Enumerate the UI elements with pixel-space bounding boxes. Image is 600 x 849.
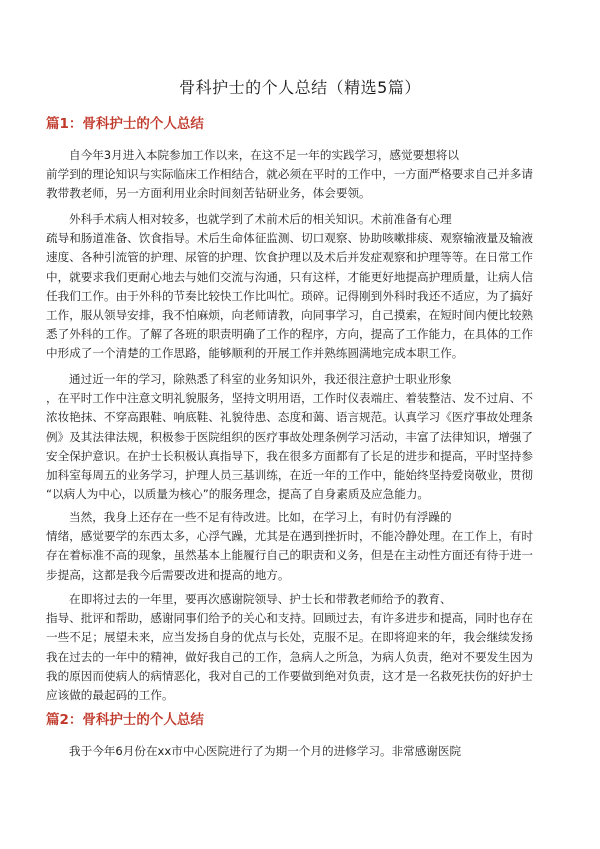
paragraph xyxy=(46,590,556,705)
paragraph-line: 加科室每周五的业务学习，护理人员三基训练，在近一年的工作中，能始终坚持爱岗敬业，贯彻 xyxy=(46,468,533,483)
paragraph-line: 情绪，感觉要学的东西太多，心浮气躁，尤其是在遇到挫折时，不能冷静处理。在工作上，有时 xyxy=(46,529,533,544)
paragraph-line: 在即将过去的一年里，要再次感谢院领导、护士长和带教老师给予的教育、 xyxy=(69,592,452,606)
paragraph xyxy=(46,742,556,761)
paragraph-line: ，在平时工作中注意文明礼貌服务，坚持文明用语，工作时仪表端庄、着装整洁、发不过肩、不 xyxy=(46,391,533,406)
paragraph-line: 自今年3月进入本院参加工作以来，在这不足一年的实践学习，感觉要想将以 xyxy=(69,148,459,162)
paragraph-line: 我的原因而使病人的病情恶化，我对自己的工作要做到绝对负责，这才是一名救死扶伤的好护士 xyxy=(46,668,533,683)
paragraph-line: 存在着标准不高的现象，虽然基本上能履行自己的职责和义务，但是在主动性方面还有待于进一 xyxy=(46,548,533,563)
paragraph-line: 中，就要求我们更耐心地去与她们交流与沟通，只有这样，才能更好地提高护理质量，让病人信 xyxy=(46,269,533,284)
paragraph-line: 浓妆艳抹、不穿高跟鞋、响底鞋、礼貌待患、态度和蔼、语言规范。认真学习《医疗事故处理条 xyxy=(46,410,533,425)
paragraph xyxy=(46,146,556,204)
paragraph-line: 工作，服从领导安排，我不怕麻烦，向老师请教，向同事学习，自己摸索，在短时间内便比较熟 xyxy=(46,308,533,323)
paragraph-line: 教带教老师，另一方面利用业余时间刻苦钻研业务，体会要领。 xyxy=(46,186,371,201)
section-heading-1: 篇1：骨科护士的个人总结 xyxy=(46,116,204,132)
section-heading-2: 篇2：骨科护士的个人总结 xyxy=(46,712,204,728)
paragraph-line: 中形成了一个清楚的工作思路，能够顺利的开展工作并熟练圆满地完成本职工作。 xyxy=(46,346,464,361)
paragraph-line: 速度、各种引流管的护理、尿管的护理、饮食护理以及术后并发症观察和护理等等。在日常工作 xyxy=(46,250,533,265)
paragraph-line: 当然，我身上还存在一些不足有待改进。比如，在学习上，有时仍有浮躁的 xyxy=(69,510,452,524)
paragraph-line: 前学到的理论知识与实际临床工作相结合，就必须在平时的工作中，一方面严格要求自己并多请 xyxy=(46,167,533,182)
document-title: 骨科护士的个人总结（精选5篇） xyxy=(179,78,421,97)
paragraph xyxy=(46,370,556,504)
paragraph xyxy=(46,210,556,364)
paragraph-line: 应该做的最起码的工作。 xyxy=(46,688,174,703)
paragraph-line: 一些不足；展望未来，应当发扬自身的优点与长处，克服不足。在即将迎来的年，我会继续发扬 xyxy=(46,630,533,645)
paragraph-line: 步提高，这都是我今后需要改进和提高的地方。 xyxy=(46,567,290,582)
paragraph-line: 我于今年6月份在xx市中心医院进行了为期一个月的进修学习。非常感谢医院 xyxy=(69,744,462,758)
paragraph-line: 例》及其法律法规，积极参于医院组织的医疗事故处理条例学习活动，丰富了法律知识，增强了 xyxy=(46,429,533,444)
paragraph-line: 我在过去的一年中的精神，做好我自己的工作，急病人之所急，为病人负责，绝对不要发生因为 xyxy=(46,649,533,664)
paragraph-line: 通过近一年的学习，除熟悉了科室的业务知识外，我还很注意护士职业形象 xyxy=(69,372,452,386)
paragraph-line: “以病人为中心，以质量为核心”的服务理念，提高了自身素质及应急能力。 xyxy=(46,487,430,502)
paragraph-line: 安全保护意识。在护士长积极认真指导下，我在很多方面都有了长足的进步和提高，平时坚持参 xyxy=(46,448,533,463)
paragraph-line: 外科手术病人相对较多，也就学到了术前术后的相关知识。术前准备有心理 xyxy=(69,212,452,226)
paragraph-line: 任我们工作。由于外科的节奏比较快工作比叫忙。琐碎。记得刚到外科时我还不适应，为了搞好 xyxy=(46,288,533,303)
paragraph-line: 悉了外科的工作。了解了各班的职责明确了工作的程序，方向，提高了工作能力，在具体的工作 xyxy=(46,327,533,342)
paragraph-line: 指导、批评和帮助，感谢同事们给予的关心和支持。回顾过去，有许多进步和提高，同时也存在 xyxy=(46,611,533,626)
paragraph-line: 疏导和肠道准备、饮食指导。术后生命体征监测、切口观察、协助咳嗽排痰、观察输液量及输液 xyxy=(46,231,533,246)
paragraph xyxy=(46,508,556,585)
